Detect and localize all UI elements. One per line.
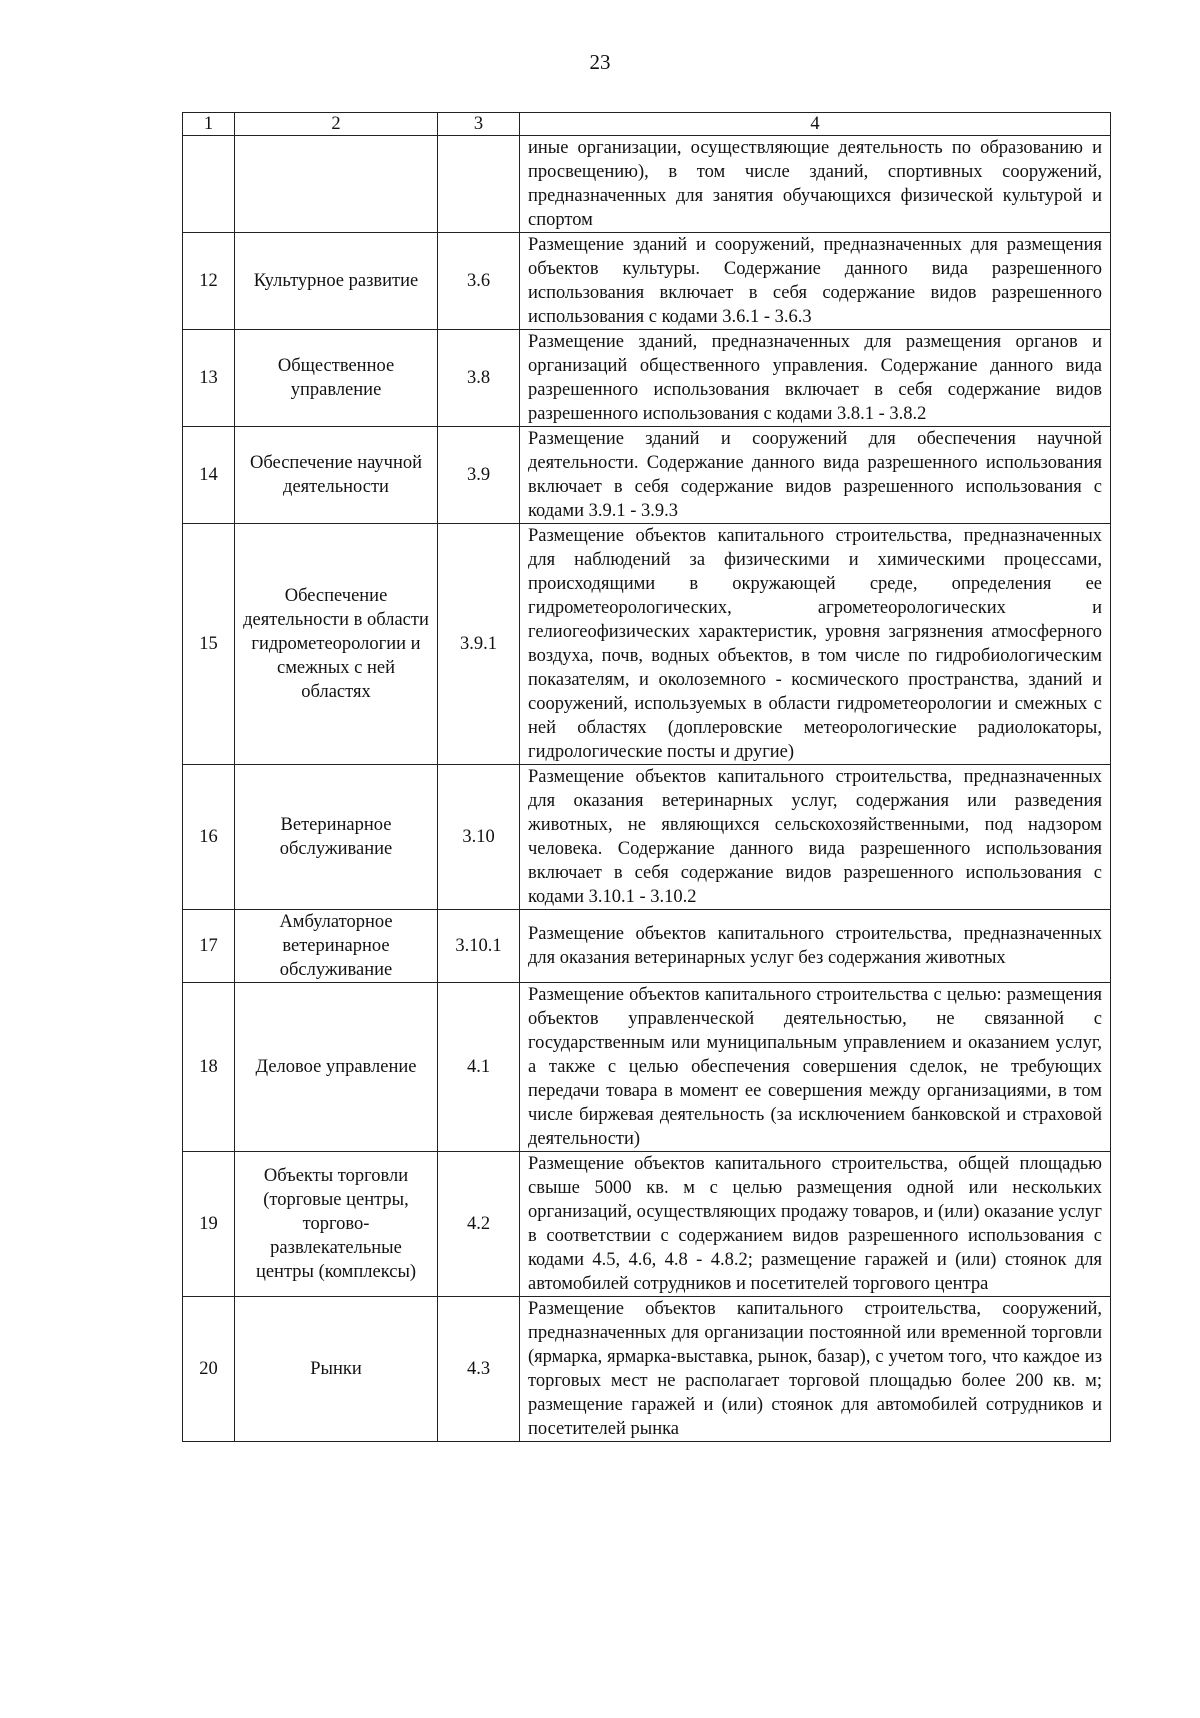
row-number: 15 xyxy=(183,524,235,765)
use-type-name: Обеспечение деятельности в области гидрометеорологии и смежных с ней областях xyxy=(235,524,438,765)
use-type-description: Размещение зданий и сооружений для обеспечения научной деятельности. Содержание данного вида разрешенного использования включает в себя содержание видов разрешенного использования с кодами 3.9.1 - 3.9.3 xyxy=(520,427,1111,524)
use-type-name: Обеспечение научной деятельности xyxy=(235,427,438,524)
table-row xyxy=(183,983,1111,1152)
use-type-description: Размещение объектов капитального строительства, общей площадью свыше 5000 кв. м с целью размещения одной или нескольких организаций, осуществляющих продажу товаров, и (или) оказание услуг в соответствии с содержанием видов разрешенного использования с кодами 4.5, 4.6, 4.8 - 4.8.2; размещение гаражей и (или) стоянок для автомобилей сотрудников и посетителей торгового центра xyxy=(520,1152,1111,1297)
row-number: 14 xyxy=(183,427,235,524)
column-header-3: 3 xyxy=(438,113,520,136)
use-type-name: Объекты торговли (торговые центры, торгово-развлекательные центры (комплексы) xyxy=(235,1152,438,1297)
table-row xyxy=(183,1297,1111,1442)
table-row xyxy=(183,330,1111,427)
use-type-code xyxy=(438,136,520,233)
use-type-code: 3.10 xyxy=(438,765,520,910)
use-type-description: Размещение зданий и сооружений, предназначенных для размещения объектов культуры. Содержание данного вида разрешенного использования включает в себя содержание видов разрешенного использования с кодами 3.6.1 - 3.6.3 xyxy=(520,233,1111,330)
column-header-2: 2 xyxy=(235,113,438,136)
table-row xyxy=(183,524,1111,765)
land-use-table xyxy=(182,112,1111,1442)
row-number: 19 xyxy=(183,1152,235,1297)
use-type-code: 3.8 xyxy=(438,330,520,427)
use-type-description: Размещение объектов капитального строительства, предназначенных для наблюдений за физическими и химическими процессами, происходящими в окружающей среде, определения ее гидрометеорологических, агрометеорологических и гелиогеофизических характеристик, уровня загрязнения атмосферного воздуха, почв, водных объектов, в том числе по гидробиологическим показателям, и околоземного - космического пространства, зданий и сооружений, используемых в области гидрометеорологии и смежных с ней областях (доплеровские метеорологические радиолокаторы, гидрологические посты и другие) xyxy=(520,524,1111,765)
row-number: 17 xyxy=(183,910,235,983)
row-number: 16 xyxy=(183,765,235,910)
use-type-name: Культурное развитие xyxy=(235,233,438,330)
use-type-name: Общественное управление xyxy=(235,330,438,427)
use-type-code: 4.1 xyxy=(438,983,520,1152)
use-type-code: 3.6 xyxy=(438,233,520,330)
use-type-description: Размещение объектов капитального строительства, предназначенных для оказания ветеринарных услуг без содержания животных xyxy=(520,910,1111,983)
use-type-name: Рынки xyxy=(235,1297,438,1442)
row-number: 20 xyxy=(183,1297,235,1442)
use-type-description: Размещение объектов капитального строительства с целью: размещения объектов управленческой деятельностью, не связанной с государственным или муниципальным управлением и оказанием услуг, а также с целью обеспечения совершения сделок, не требующих передачи товара в момент ее совершения между организациями, в том числе биржевая деятельность (за исключением банковской и страховой деятельности) xyxy=(520,983,1111,1152)
use-type-description: Размещение объектов капитального строительства, сооружений, предназначенных для организации постоянной или временной торговли (ярмарка, ярмарка-выставка, рынок, базар), с учетом того, что каждое из торговых мест не располагает торговой площадью более 200 кв. м; размещение гаражей и (или) стоянок для автомобилей сотрудников и посетителей рынка xyxy=(520,1297,1111,1442)
row-number: 18 xyxy=(183,983,235,1152)
use-type-name: Деловое управление xyxy=(235,983,438,1152)
use-type-code: 4.2 xyxy=(438,1152,520,1297)
use-type-code: 3.9 xyxy=(438,427,520,524)
table-header-row xyxy=(183,113,1111,136)
use-type-description: иные организации, осуществляющие деятельность по образованию и просвещению), в том числе зданий, спортивных сооружений, предназначенных для занятия обучающихся физической культурой и спортом xyxy=(520,136,1111,233)
table-row xyxy=(183,136,1111,233)
use-type-description: Размещение объектов капитального строительства, предназначенных для оказания ветеринарных услуг, содержания или разведения животных, не являющихся сельскохозяйственными, под надзором человека. Содержание данного вида разрешенного использования включает в себя содержание видов разрешенного использования с кодами 3.10.1 - 3.10.2 xyxy=(520,765,1111,910)
table-row xyxy=(183,233,1111,330)
use-type-description: Размещение зданий, предназначенных для размещения органов и организаций общественного управления. Содержание данного вида разрешенного использования включает в себя содержание видов разрешенного использования с кодами 3.8.1 - 3.8.2 xyxy=(520,330,1111,427)
use-type-code: 4.3 xyxy=(438,1297,520,1442)
use-type-name xyxy=(235,136,438,233)
table-row xyxy=(183,427,1111,524)
row-number xyxy=(183,136,235,233)
column-header-1: 1 xyxy=(183,113,235,136)
column-header-4: 4 xyxy=(520,113,1111,136)
page-number: 23 xyxy=(589,50,611,74)
table-row xyxy=(183,1152,1111,1297)
use-type-name: Амбулаторное ветеринарное обслуживание xyxy=(235,910,438,983)
use-type-code: 3.10.1 xyxy=(438,910,520,983)
use-type-code: 3.9.1 xyxy=(438,524,520,765)
table-row xyxy=(183,765,1111,910)
row-number: 13 xyxy=(183,330,235,427)
use-type-name: Ветеринарное обслуживание xyxy=(235,765,438,910)
table-row xyxy=(183,910,1111,983)
row-number: 12 xyxy=(183,233,235,330)
